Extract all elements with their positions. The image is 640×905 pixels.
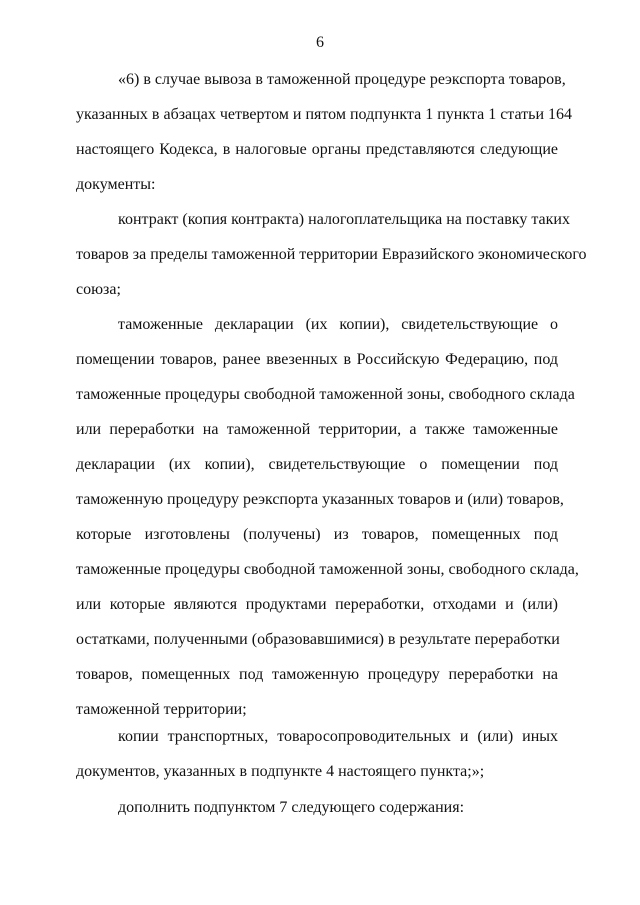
text-line: остатками, полученными (образовавшимися) в результате переработки <box>76 631 560 648</box>
paragraph-subclause-6 <box>76 62 573 202</box>
text-line: таможенные процедуры свободной таможенной зоны, свободного склада <box>76 386 575 403</box>
text-line: таможенные процедуры свободной таможенной зоны, свободного склада, <box>76 561 579 578</box>
text-line: таможенные декларации (их копии), свидетельствующие о <box>118 316 558 333</box>
text-line: копии транспортных, товаросопроводительных и (или) иных <box>118 728 558 745</box>
text-line: или переработки на таможенной территории, а также таможенные <box>76 421 558 438</box>
text-line: или которые являются продуктами переработки, отходами и (или) <box>76 596 558 613</box>
text-line: товаров за пределы таможенной территории Евразийского экономического <box>76 246 587 263</box>
text-line: контракт (копия контракта) налогоплательщика на поставку таких <box>118 211 570 228</box>
text-line: документы: <box>76 176 156 193</box>
paragraph-add-subclause-7 <box>76 790 558 825</box>
page-number: 6 <box>316 34 324 51</box>
text-line: дополнить подпунктом 7 следующего содержания: <box>118 799 465 816</box>
text-line: товаров, помещенных под таможенную процедуру переработки на <box>76 666 558 683</box>
text-line: декларации (их копии), свидетельствующие о помещении под <box>76 456 558 473</box>
text-line: союза; <box>76 281 121 298</box>
text-line: «6) в случае вывоза в таможенной процедуре реэкспорта товаров, <box>118 71 566 88</box>
paragraph-customs-declarations <box>76 307 579 727</box>
text-line: указанных в абзацах четвертом и пятом подпункта 1 пункта 1 статьи 164 <box>76 106 573 123</box>
text-line: таможенной территории; <box>76 701 247 718</box>
text-line: помещении товаров, ранее ввезенных в Российскую Федерацию, под <box>76 351 558 368</box>
paragraph-transport-documents <box>76 719 558 789</box>
text-line: таможенную процедуру реэкспорта указанных товаров и (или) товаров, <box>76 491 564 508</box>
paragraph-contract <box>76 202 587 307</box>
text-line: которые изготовлены (получены) из товаров, помещенных под <box>76 526 558 543</box>
text-line: документов, указанных в подпункте 4 настоящего пункта;»; <box>76 763 485 780</box>
text-line: настоящего Кодекса, в налоговые органы представляются следующие <box>76 141 558 158</box>
